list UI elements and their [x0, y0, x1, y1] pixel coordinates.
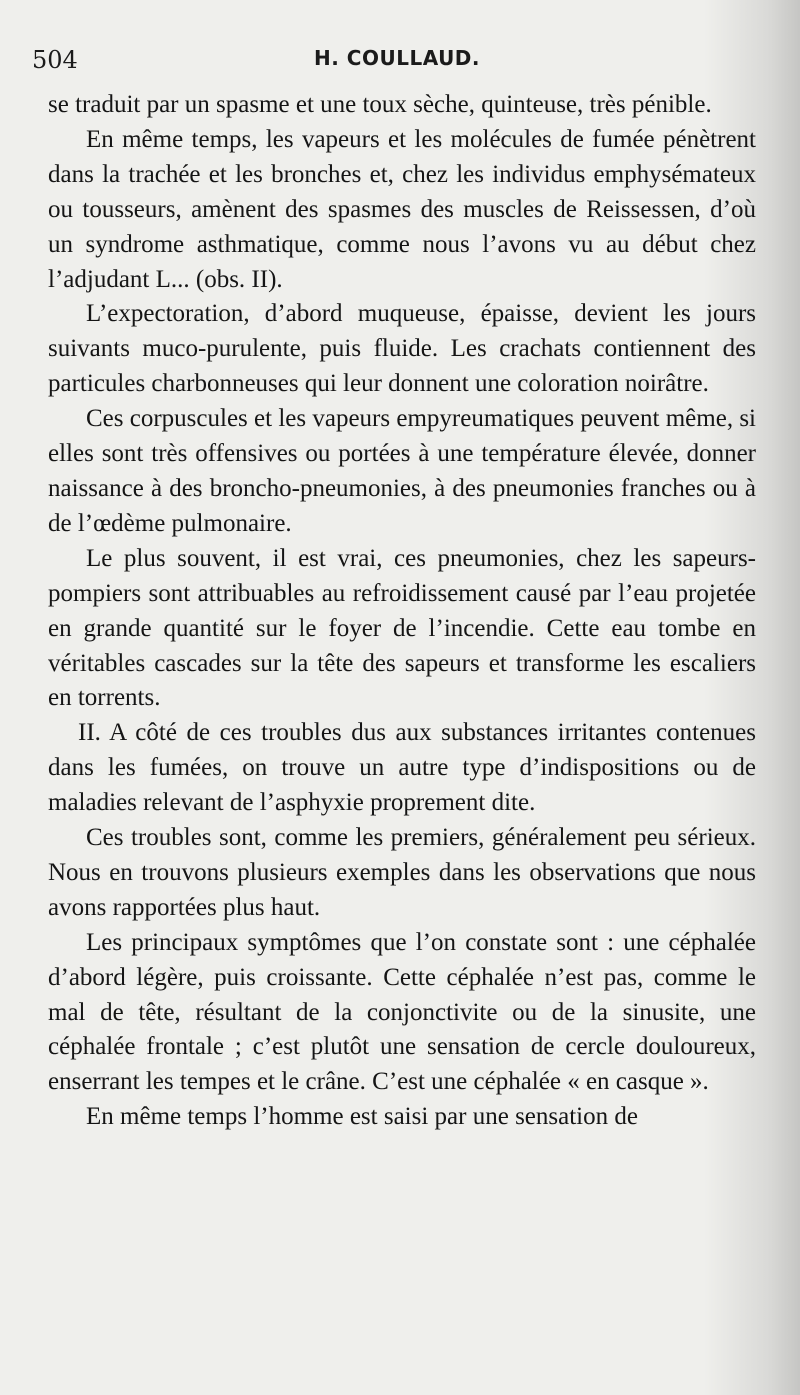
paragraph-continuation: se traduit par un spasme et une toux sèche, quinteuse, très pénible. — [48, 91, 712, 118]
page-number: 504 — [32, 46, 78, 74]
body-text — [48, 88, 756, 1135]
paragraph-sensation: En même temps l’homme est saisi par une sensation de — [86, 1103, 638, 1131]
running-head: H. COULLAUD. — [314, 46, 481, 70]
paragraph-vapeurs: En même temps, les vapeurs et les molécules de fumée pénètrent dans la trachée et les bronches et, chez les individus emphysémateux ou tousseurs, amènent des spasmes des muscles de Reissessen, d’où un syndrome asthmatique, comme nous l’avons vu au début chez l’adjudant L... (obs. II). — [48, 125, 756, 293]
paragraph-section-ii: II. A côté de ces troubles dus aux substances irritantes contenues dans les fumées, on trouve un autre type d’indispositions ou de maladies relevant de l’asphyxie proprement dite. — [48, 719, 756, 817]
paragraph-corpuscules: Ces corpuscules et les vapeurs empyreumatiques peuvent même, si elles sont très offensives ou portées à une température élevée, donner naissance à des broncho-pneumonies, à des pneumonies franches ou à de l’œdème pulmonaire. — [48, 405, 756, 537]
paragraph-pneumonies: Le plus souvent, il est vrai, ces pneumonies, chez les sapeurs-pompiers sont attribuables au refroidissement causé par l’eau projetée en grande quantité sur le foyer de l’incendie. Cette eau tombe en véritables cascades sur la tête des sapeurs et transforme les escaliers en torrents. — [48, 544, 756, 712]
paragraph-symptomes: Les principaux symptômes que l’on constate sont : une céphalée d’abord légère, puis croissante. Cette céphalée n’est pas, comme le mal de tête, résultant de la conjonctivite ou de la sinusite, une céphalée frontale ; c’est plutôt une sensation de cercle douloureux, enserrant les tempes et le crâne. C’est une céphalée « en casque ». — [48, 928, 756, 1096]
paragraph-expectoration: L’expectoration, d’abord muqueuse, épaisse, devient les jours suivants muco-purulente, puis fluide. Les crachats contiennent des particules charbonneuses qui leur donnent une coloration noirâtre. — [48, 300, 756, 398]
page-header — [32, 42, 752, 82]
paragraph-troubles: Ces troubles sont, comme les premiers, généralement peu sérieux. Nous en trouvons plusieurs exemples dans les observations que nous avons rapportées plus haut. — [48, 824, 756, 921]
